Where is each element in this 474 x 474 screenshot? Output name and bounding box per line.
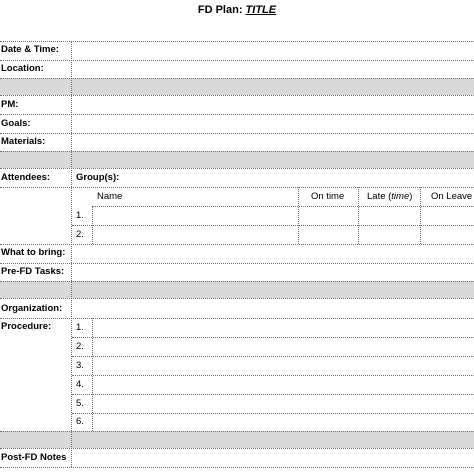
pm-label: PM:	[1, 99, 19, 110]
procedure-label: Procedure:	[1, 321, 52, 332]
post-fd-notes-label: Post-FD Notes	[1, 452, 67, 463]
col-on-time-header: On time	[311, 191, 345, 202]
date-time-label: Date & Time:	[1, 44, 59, 55]
procedure-row-number: 2.	[76, 341, 84, 352]
groups-label: Group(s):	[76, 172, 120, 183]
procedure-row-number: 5.	[76, 398, 84, 409]
date-time-field[interactable]	[72, 41, 474, 60]
pm-field[interactable]	[72, 95, 474, 114]
post-fd-notes-field[interactable]	[72, 448, 474, 467]
pre-fd-tasks-field[interactable]	[72, 263, 474, 281]
location-label: Location:	[1, 63, 44, 74]
title-placeholder: TITLE	[245, 4, 277, 16]
goals-label: Goals:	[1, 118, 31, 129]
what-to-bring-field[interactable]	[72, 244, 474, 263]
procedure-row-number: 3.	[76, 360, 84, 371]
procedure-row-number: 4.	[76, 379, 84, 390]
what-to-bring-label: What to bring:	[1, 247, 66, 258]
col-name-header: Name	[97, 191, 123, 202]
attendee-row-number: 2.	[76, 229, 84, 240]
attendees-label: Attendees:	[1, 172, 51, 183]
location-field[interactable]	[72, 60, 474, 78]
materials-label: Materials:	[1, 136, 46, 147]
fd-plan-form	[0, 22, 474, 474]
procedure-row-number: 6.	[76, 416, 84, 427]
col-on-leave-header: On Leave	[431, 191, 473, 202]
goals-field[interactable]	[72, 114, 474, 133]
procedure-row-number: 1.	[76, 322, 84, 333]
materials-field[interactable]	[72, 133, 474, 151]
col-late-header	[367, 191, 412, 202]
late-suffix: )	[409, 191, 413, 202]
organization-field[interactable]	[72, 298, 474, 318]
late-italic: time	[391, 191, 410, 202]
title-prefix: FD Plan:	[197, 4, 246, 16]
late-prefix: Late (	[367, 191, 392, 202]
organization-label: Organization:	[1, 303, 63, 314]
pre-fd-tasks-label: Pre-FD Tasks:	[1, 266, 65, 277]
attendee-row-number: 1.	[76, 210, 84, 221]
page-title	[0, 4, 474, 16]
